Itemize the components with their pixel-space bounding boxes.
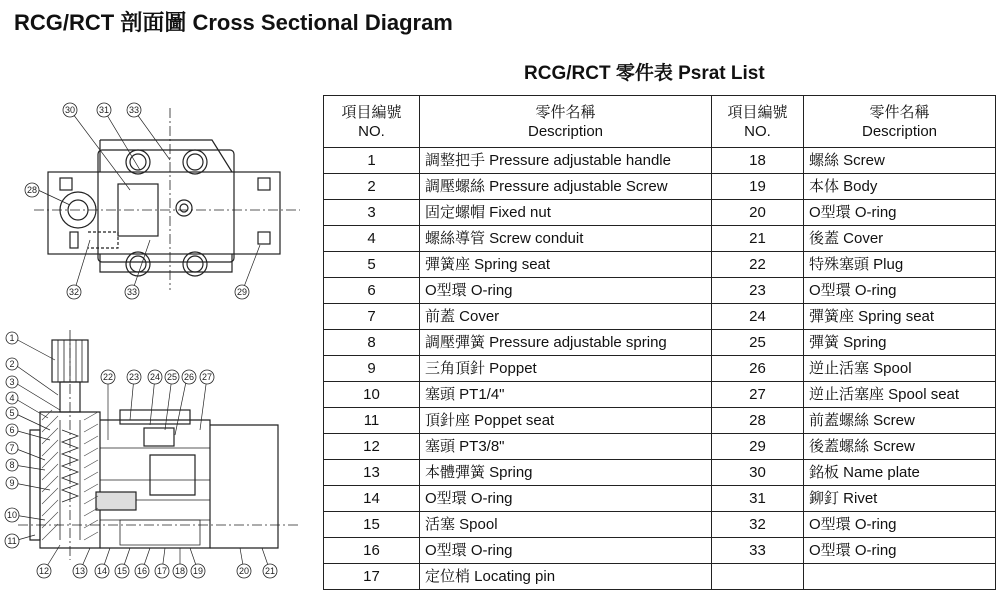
svg-text:3: 3 [9, 377, 15, 387]
svg-text:10: 10 [6, 510, 18, 520]
callout-31 [97, 103, 111, 117]
part-description: 本体 Body [804, 174, 996, 200]
part-number: 11 [324, 408, 420, 434]
svg-text:28: 28 [26, 185, 38, 195]
part-number: 8 [324, 330, 420, 356]
part-number: 24 [712, 304, 804, 330]
part-number: 32 [712, 512, 804, 538]
part-number: 16 [324, 538, 420, 564]
callout-3 [6, 376, 18, 388]
callout-25 [165, 370, 179, 384]
part-number: 17 [324, 564, 420, 590]
callout-19 [191, 564, 205, 578]
callout-8 [6, 459, 18, 471]
header-desc-right: 零件名稱 Description [804, 96, 996, 148]
part-description: O型環 O-ring [804, 538, 996, 564]
part-number: 10 [324, 382, 420, 408]
part-number: 18 [712, 148, 804, 174]
callout-2 [6, 358, 18, 370]
svg-text:13: 13 [74, 566, 86, 576]
callout-24 [148, 370, 162, 384]
parts-list-table [323, 95, 996, 590]
table-row [324, 356, 996, 382]
part-description: O型環 O-ring [420, 278, 712, 304]
callout-26 [182, 370, 196, 384]
svg-text:12: 12 [38, 566, 50, 576]
part-description: 前蓋 Cover [420, 304, 712, 330]
part-number: 4 [324, 226, 420, 252]
part-number: 23 [712, 278, 804, 304]
svg-text:25: 25 [166, 372, 178, 382]
callout-5 [6, 407, 18, 419]
part-description: 螺絲導管 Screw conduit [420, 226, 712, 252]
callout-18 [173, 564, 187, 578]
part-description: 調壓彈簧 Pressure adjustable spring [420, 330, 712, 356]
callout-1 [6, 332, 18, 344]
part-number: 33 [712, 538, 804, 564]
svg-text:33: 33 [128, 105, 140, 115]
table-row [324, 512, 996, 538]
part-description: 前蓋螺絲 Screw [804, 408, 996, 434]
callout-33a [127, 103, 141, 117]
svg-text:31: 31 [98, 105, 110, 115]
svg-text:8: 8 [9, 460, 15, 470]
table-row [324, 382, 996, 408]
part-number [712, 564, 804, 590]
part-description: O型環 O-ring [420, 538, 712, 564]
part-description: 螺絲 Screw [804, 148, 996, 174]
table-row [324, 564, 996, 590]
svg-text:2: 2 [9, 359, 15, 369]
table-row [324, 278, 996, 304]
callout-20 [237, 564, 251, 578]
table-row [324, 330, 996, 356]
part-number: 20 [712, 200, 804, 226]
svg-text:9: 9 [9, 478, 15, 488]
part-number: 5 [324, 252, 420, 278]
callout-9 [6, 477, 18, 489]
callout-32 [67, 285, 81, 299]
table-row [324, 304, 996, 330]
part-description: 調整把手 Pressure adjustable handle [420, 148, 712, 174]
table-row [324, 148, 996, 174]
part-number: 30 [712, 460, 804, 486]
part-description: O型環 O-ring [420, 486, 712, 512]
svg-text:30: 30 [64, 105, 76, 115]
part-description: 塞頭 PT1/4" [420, 382, 712, 408]
callout-10 [5, 508, 19, 522]
part-description: 逆止活塞 Spool [804, 356, 996, 382]
table-row [324, 538, 996, 564]
part-description: 鉚釘 Rivet [804, 486, 996, 512]
part-description: 頂針座 Poppet seat [420, 408, 712, 434]
svg-text:16: 16 [136, 566, 148, 576]
part-number: 21 [712, 226, 804, 252]
svg-text:27: 27 [201, 372, 213, 382]
part-number: 15 [324, 512, 420, 538]
svg-text:11: 11 [7, 536, 17, 546]
callout-17 [155, 564, 169, 578]
svg-text:5: 5 [9, 408, 15, 418]
svg-text:20: 20 [238, 566, 250, 576]
part-number: 1 [324, 148, 420, 174]
svg-text:6: 6 [9, 425, 15, 435]
svg-text:24: 24 [149, 372, 161, 382]
part-number: 13 [324, 460, 420, 486]
svg-text:18: 18 [174, 566, 186, 576]
svg-text:7: 7 [9, 443, 15, 453]
part-description: O型環 O-ring [804, 200, 996, 226]
table-row [324, 460, 996, 486]
part-description: 後蓋 Cover [804, 226, 996, 252]
svg-text:15: 15 [116, 566, 128, 576]
part-description: 彈簧座 Spring seat [420, 252, 712, 278]
table-row [324, 434, 996, 460]
svg-text:32: 32 [68, 287, 80, 297]
header-desc-left: 零件名稱 Description [420, 96, 712, 148]
part-description: 調壓螺絲 Pressure adjustable Screw [420, 174, 712, 200]
parts-list-title: RCG/RCT 零件表 Psrat List [524, 63, 765, 84]
part-description: O型環 O-ring [804, 512, 996, 538]
part-number: 14 [324, 486, 420, 512]
table-row [324, 252, 996, 278]
part-number: 22 [712, 252, 804, 278]
cross-section-diagram [0, 0, 320, 600]
header-no-right: 項目編號 NO. [712, 96, 804, 148]
table-row [324, 408, 996, 434]
svg-text:26: 26 [183, 372, 195, 382]
callout-29 [235, 285, 249, 299]
table-header-row [324, 96, 996, 148]
callout-16 [135, 564, 149, 578]
part-description: 本體彈簧 Spring [420, 460, 712, 486]
callout-13 [73, 564, 87, 578]
callout-27 [200, 370, 214, 384]
part-number: 26 [712, 356, 804, 382]
table-row [324, 486, 996, 512]
svg-text:19: 19 [192, 566, 204, 576]
part-number: 29 [712, 434, 804, 460]
part-number: 6 [324, 278, 420, 304]
callout-28 [25, 183, 39, 197]
table-row [324, 200, 996, 226]
svg-text:21: 21 [264, 566, 276, 576]
svg-text:29: 29 [236, 287, 248, 297]
part-description: 三角頂針 Poppet [420, 356, 712, 382]
part-number: 12 [324, 434, 420, 460]
part-description: 彈簧 Spring [804, 330, 996, 356]
svg-text:17: 17 [156, 566, 168, 576]
page-title: RCG/RCT 剖面圖 Cross Sectional Diagram [14, 10, 453, 35]
part-description: 彈簧座 Spring seat [804, 304, 996, 330]
callout-21 [263, 564, 277, 578]
part-number: 31 [712, 486, 804, 512]
part-number: 19 [712, 174, 804, 200]
part-number: 2 [324, 174, 420, 200]
callout-30 [63, 103, 77, 117]
callout-33b [125, 285, 139, 299]
callout-15 [115, 564, 129, 578]
part-number: 9 [324, 356, 420, 382]
part-description: 塞頭 PT3/8" [420, 434, 712, 460]
part-description: 活塞 Spool [420, 512, 712, 538]
callout-7 [6, 442, 18, 454]
table-row [324, 174, 996, 200]
svg-text:1: 1 [9, 333, 15, 343]
part-description: 後蓋螺絲 Screw [804, 434, 996, 460]
callout-4 [6, 392, 18, 404]
part-description: 銘板 Name plate [804, 460, 996, 486]
svg-text:14: 14 [96, 566, 108, 576]
part-number: 7 [324, 304, 420, 330]
callout-14 [95, 564, 109, 578]
part-description [804, 564, 996, 590]
table-row [324, 226, 996, 252]
part-number: 28 [712, 408, 804, 434]
part-description: O型環 O-ring [804, 278, 996, 304]
part-description: 特殊塞頭 Plug [804, 252, 996, 278]
part-description: 定位梢 Locating pin [420, 564, 712, 590]
svg-text:33: 33 [126, 287, 138, 297]
part-number: 27 [712, 382, 804, 408]
callout-22 [101, 370, 115, 384]
svg-text:22: 22 [102, 372, 114, 382]
callout-12 [37, 564, 51, 578]
part-number: 25 [712, 330, 804, 356]
callout-11 [5, 534, 19, 548]
part-description: 固定螺帽 Fixed nut [420, 200, 712, 226]
callout-23 [127, 370, 141, 384]
part-number: 3 [324, 200, 420, 226]
svg-text:4: 4 [9, 393, 15, 403]
header-no-left: 項目編號 NO. [324, 96, 420, 148]
svg-text:23: 23 [128, 372, 140, 382]
part-description: 逆止活塞座 Spool seat [804, 382, 996, 408]
callout-6 [6, 424, 18, 436]
